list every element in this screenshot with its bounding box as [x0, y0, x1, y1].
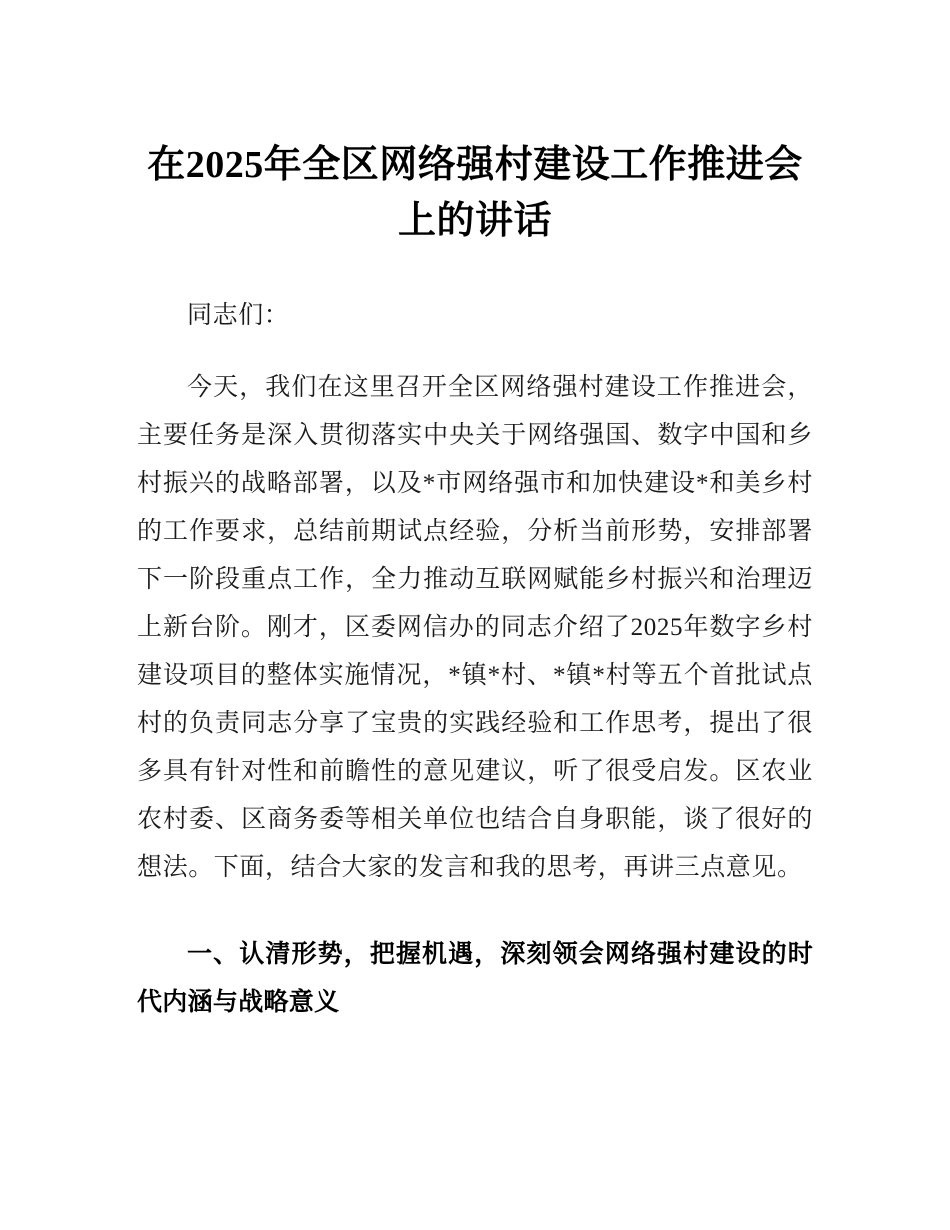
page-title-line-2: 讲话 — [475, 200, 553, 243]
page-title-line-1: 在2025年全区网络强村建设工作推进会上的 — [147, 144, 803, 243]
salutation: 同志们： — [187, 302, 290, 329]
document-body — [137, 292, 813, 892]
page-title — [137, 137, 813, 249]
body-paragraph-1: 今天，我们在这里召开全区网络强村建设工作推进会，主要任务是深入贯彻落实中央关于网络强国、数字中国和乡村振兴的战略部署，以及*市网络强市和加快建设*和美乡村的工作要求，总结前期试点经验，分析当前形势，安排部署下一阶段重点工作，全力推动互联网赋能乡村振兴和治理迈上新台阶。刚才，区委网信办的同志介绍了2025年数字乡村建设项目的整体实施情况，*镇*村、*镇*村等五个首批试点村的负责同志分享了宝贵的实践经验和工作思考，提出了很多具有针对性和前瞻性的意见建议，听了很受启发。区农业农村委、区商务委等相关单位也结合自身职能，谈了很好的想法。下面，结合大家的发言和我的思考，再讲三点意见。 — [137, 374, 813, 881]
section-heading-1: 一、认清形势，把握机遇，深刻领会网络强村建设的时代内涵与战略意义 — [137, 940, 813, 1016]
